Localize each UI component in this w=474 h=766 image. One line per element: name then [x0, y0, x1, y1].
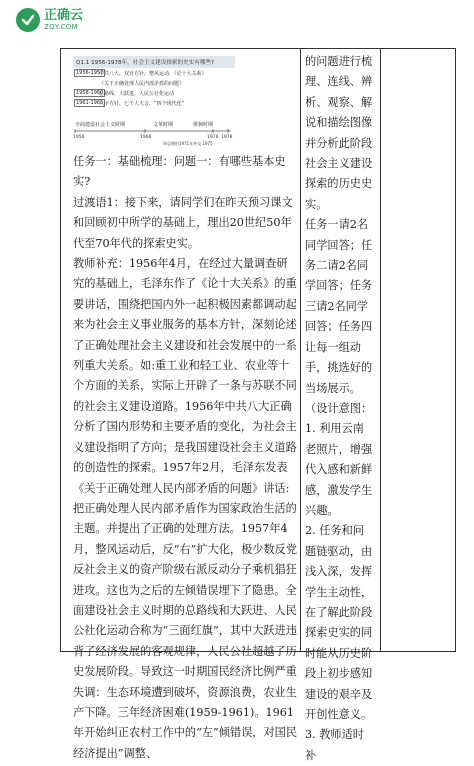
left-column [73, 152, 297, 764]
figure-row [73, 68, 235, 78]
figure-row-text: 《关于正确处理人民内部矛盾的问题》 [99, 81, 185, 87]
design-intent-3: 3. 教师适时补 [305, 728, 364, 762]
design-intent-1: 1. 利用云南老照片，增强代入感和新鲜感，激发学生兴趣。 [305, 422, 373, 517]
activity-text: 的问题进行梳理、连线、辨析、观察、解说和描绘图像并分析此阶段社会主义建设探索的历史史实。 [305, 55, 373, 211]
right-column [305, 52, 375, 766]
figure-row-year: 1958-1960 [76, 90, 104, 96]
teacher-supplement: 教师补充：1956年4月，在经过大量调查研究的基础上，毛泽东作了《论十大关系》的重要讲话，围绕把国内外一起积极因素都调动起来为社会主义事业服务的基本方针，深刻论述了正确处理社会主义建设和社会发展中的一系列重大关系。如:重工业和轻工业、农业等十个方面的关系，实际上开辟了一条与苏联不同的社会主义建设道路。1956年中共八大正确分析了国内形势和主要矛盾的变化，为社会主义建设指明了方向；是我国建设社会主义道路的创造性的探索。1957年2月，毛泽东发表《关于正确处理人民内部矛盾的问题》讲话:把正确处理人民内部矛盾作为国家政治生活的主题。并提出了正确的处理方法。1957年4月，整风运动后，反“右”扩大化，极少数反党反社会主义的资产阶级右派反动分子乘机猖狂进攻。这也为之后的左倾错误埋下了隐患。全面建设社会主义时期的总路线和大跃进、人民公社化运动合称为“三面红旗”，其中大跃进违背了经济发展的客观规律，人民公社超越了历史发展阶段。导致这一时期国民经济比例严重失调：生态环境遭到破坏，资源浪费，农业生产下降。三年经济困难(1959-1961)。1961年开始纠正农村工作中的“左”倾错误，对国民经济提出”调整、 [73, 257, 298, 760]
figure-row-year: 1961-1965 [76, 100, 104, 106]
table-border-top [60, 48, 456, 49]
figure-title: Q1.1 1956-1978年，社会主义建设探索的史实有哪些? [73, 56, 235, 68]
axis-note: 周总理的1971年外交 1975 [163, 141, 213, 146]
figure-row-text: 中共八大、双百方针、整风运动、《论十大关系》 [99, 71, 207, 77]
task-assignment: 任务一请2名同学回答；任务二请2名同学回答；任务三请2名同学回答；任务四让每一组动手，挑选好的当场展示。（设计意图： [305, 218, 373, 415]
axis-tick-label: 1956 [73, 135, 85, 140]
axis-label-left: 全面建设社会主义时期 [75, 122, 126, 128]
table-divider-1 [300, 48, 301, 652]
figure-row-text: 八字方针、七千人大会、“四个现代化” [99, 101, 185, 107]
transition-paragraph: 过渡语1：接下来，请同学们在昨天预习课文和回顾初中所学的基础上，理出20世纪50年代至70年代的探索史实。 [73, 195, 293, 250]
axis-label-mid: 文革时期 [153, 122, 174, 128]
task-heading: 任务一：基础梳理：问题一：有哪些基本史实? [73, 155, 286, 189]
brand-logo [16, 8, 83, 32]
axis-label-right: 徘徊时期 [193, 122, 214, 128]
figure-row [73, 98, 235, 108]
table-border-right [455, 48, 456, 652]
brand-domain: ZQY.COM [44, 23, 78, 31]
brand-name: 正确云 [44, 8, 84, 23]
table-border-left [60, 48, 61, 652]
figure-row-text: 总路线、大跃进、人民公社化运动 [99, 91, 175, 97]
figure-row [73, 88, 235, 98]
axis-tick-label: 1966 [140, 135, 152, 140]
axis-tick-label: 1976 [207, 135, 219, 140]
timeline-figure [73, 56, 235, 148]
check-logo-icon [16, 8, 40, 32]
figure-row [73, 78, 235, 88]
figure-row-year: 1956-1957 [76, 70, 104, 76]
table-divider-2 [380, 48, 381, 652]
axis-tick-label: 1978 [221, 135, 233, 140]
design-intent-2: 2. 任务和问题链驱动，由浅入深，发挥学生主动性，在了解此阶段探索史实的同时能从历史阶段上初步感知建设的艰辛及开创性意义。 [305, 524, 373, 721]
timeline-axis [73, 119, 235, 148]
